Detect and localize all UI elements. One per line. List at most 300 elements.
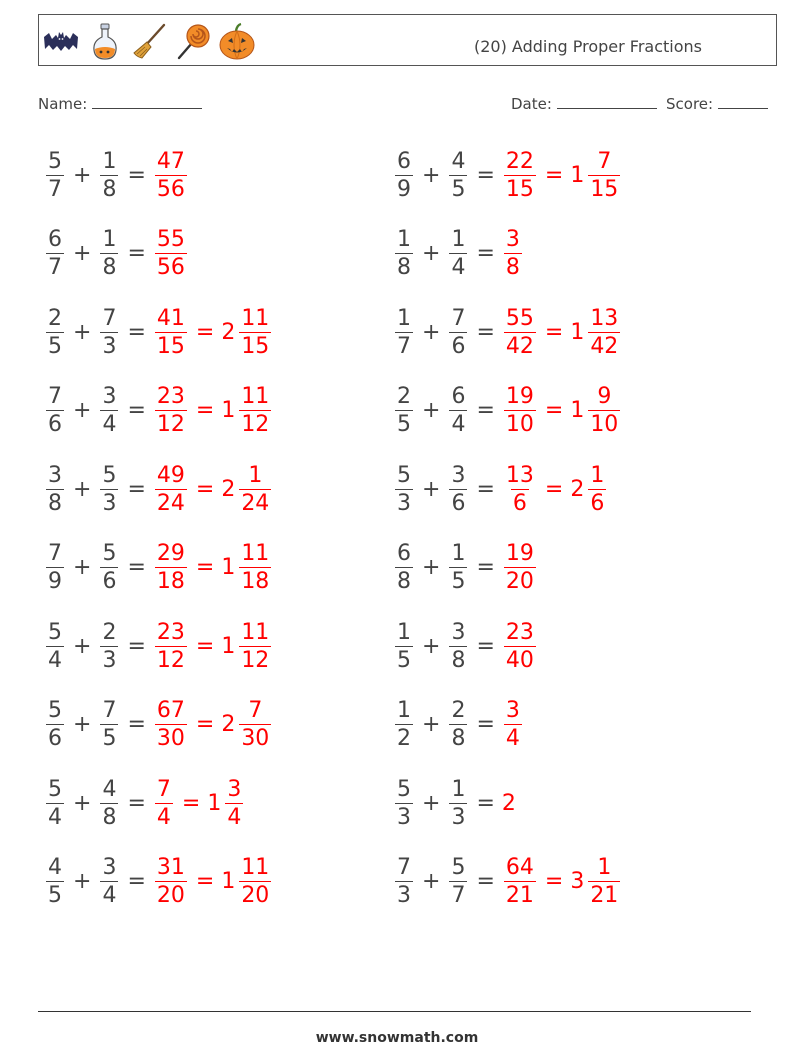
problem-row	[44, 771, 245, 835]
denominator: 8	[102, 255, 117, 280]
fraction	[449, 619, 467, 674]
score-label: Score:	[666, 95, 714, 113]
answer-fraction	[155, 305, 187, 360]
problem-row	[393, 850, 622, 914]
denominator: 30	[241, 726, 270, 751]
equals-sign: =	[127, 555, 146, 580]
answer	[502, 383, 622, 438]
answer-fraction	[588, 854, 620, 909]
answer	[153, 148, 189, 203]
denominator: 24	[241, 490, 270, 516]
equals-sign: =	[127, 162, 146, 188]
denominator: 8	[102, 176, 117, 202]
fraction	[449, 697, 467, 752]
denominator: 15	[241, 333, 270, 359]
equals-sign: =	[476, 319, 495, 345]
answer	[153, 776, 245, 831]
problem-row	[44, 614, 273, 678]
denominator: 18	[156, 569, 185, 594]
problem-row	[44, 379, 273, 443]
numerator: 4	[102, 776, 117, 802]
plus-sign: +	[422, 633, 441, 659]
fraction	[395, 148, 413, 203]
fraction	[449, 540, 467, 595]
problem-row	[393, 143, 622, 207]
problem-row	[393, 693, 524, 757]
denominator: 10	[590, 412, 619, 437]
mixed-whole-part: 1	[221, 633, 236, 659]
numerator: 1	[397, 305, 411, 331]
numerator: 3	[505, 698, 520, 723]
equals-sign: =	[544, 319, 564, 345]
answer-fraction	[155, 697, 187, 752]
fraction	[100, 462, 118, 517]
denominator: 56	[156, 255, 185, 280]
fraction	[100, 226, 118, 281]
name-blank[interactable]	[92, 93, 202, 109]
denominator: 40	[505, 647, 534, 673]
answer	[153, 697, 273, 752]
fraction	[395, 854, 413, 909]
denominator: 6	[590, 490, 605, 516]
numerator: 31	[156, 855, 185, 880]
denominator: 12	[241, 412, 270, 437]
plus-sign: +	[73, 398, 92, 423]
name-field	[38, 93, 202, 113]
denominator: 18	[241, 569, 270, 594]
mixed-whole-part: 2	[570, 476, 585, 502]
fraction	[46, 854, 64, 909]
answer-fraction	[588, 462, 606, 517]
problem-row	[44, 457, 273, 521]
numerator: 1	[590, 462, 605, 488]
fraction	[100, 854, 118, 909]
denominator: 3	[102, 490, 117, 516]
fraction	[395, 619, 413, 674]
plus-sign: +	[422, 555, 441, 580]
denominator: 8	[451, 647, 466, 673]
answer-fraction	[239, 854, 271, 909]
plus-sign: +	[73, 241, 92, 266]
denominator: 8	[505, 255, 520, 280]
equals-sign: =	[127, 790, 146, 816]
equals-sign: =	[127, 869, 146, 894]
denominator: 4	[48, 804, 62, 830]
numerator: 1	[451, 541, 466, 566]
fraction	[46, 462, 64, 517]
answer-fraction	[155, 540, 187, 595]
numerator: 1	[248, 462, 263, 488]
numerator: 3	[102, 855, 117, 880]
denominator: 12	[241, 647, 270, 673]
denominator: 2	[397, 726, 411, 751]
fraction	[100, 619, 118, 674]
fraction	[395, 776, 413, 831]
numerator: 5	[397, 462, 411, 488]
denominator: 8	[397, 569, 411, 594]
equals-sign: =	[127, 398, 146, 423]
equals-sign: =	[195, 319, 215, 345]
answer	[502, 854, 622, 909]
mixed-whole-part: 2	[221, 712, 236, 737]
answer-fraction	[504, 305, 536, 360]
mixed-whole-part: 2	[221, 476, 236, 502]
numerator: 5	[397, 776, 411, 802]
numerator: 6	[397, 148, 411, 174]
fraction	[449, 462, 467, 517]
denominator: 6	[512, 490, 527, 516]
numerator: 5	[48, 698, 62, 723]
problem-row	[393, 536, 538, 600]
numerator: 7	[48, 384, 62, 409]
denominator: 12	[156, 412, 185, 437]
denominator: 10	[505, 412, 534, 437]
answer	[153, 305, 273, 360]
fraction	[395, 383, 413, 438]
numerator: 3	[505, 227, 520, 252]
answer	[153, 619, 273, 674]
numerator: 1	[102, 227, 117, 252]
problem-row	[44, 850, 273, 914]
answer-fraction	[239, 540, 271, 595]
plus-sign: +	[422, 162, 441, 188]
answer-fraction	[155, 226, 187, 281]
denominator: 3	[102, 333, 117, 359]
date-blank[interactable]	[557, 93, 657, 109]
fraction	[100, 540, 118, 595]
equals-sign: =	[476, 241, 495, 266]
answer	[502, 540, 538, 595]
denominator: 20	[505, 569, 534, 594]
page-title: (20) Adding Proper Fractions	[474, 37, 702, 56]
numerator: 11	[241, 619, 270, 645]
plus-sign: +	[73, 162, 92, 188]
equals-sign: =	[127, 712, 146, 737]
denominator: 7	[48, 176, 62, 202]
denominator: 6	[102, 569, 117, 594]
numerator: 23	[156, 619, 185, 645]
fraction	[100, 148, 118, 203]
fraction	[46, 226, 64, 281]
equals-sign: =	[195, 398, 215, 423]
denominator: 8	[102, 804, 117, 830]
answer-fraction	[504, 383, 536, 438]
answer	[502, 226, 524, 281]
denominator: 4	[451, 255, 466, 280]
equals-sign: =	[195, 555, 215, 580]
answer-fraction	[239, 462, 271, 517]
numerator: 3	[102, 384, 117, 409]
mixed-whole-part: 1	[570, 319, 585, 345]
answer-fraction	[155, 462, 187, 517]
fraction	[46, 697, 64, 752]
denominator: 5	[48, 333, 62, 359]
answer-fraction	[239, 619, 271, 674]
problem-row	[44, 300, 273, 364]
answer-fraction	[588, 305, 620, 360]
fraction	[449, 776, 467, 831]
fraction	[449, 383, 467, 438]
lollipop-icon	[175, 21, 211, 61]
equals-sign: =	[544, 869, 564, 894]
denominator: 6	[451, 333, 466, 359]
denominator: 9	[397, 176, 411, 202]
denominator: 5	[397, 647, 411, 673]
numerator: 5	[102, 462, 117, 488]
problem-row	[44, 693, 273, 757]
bat-icon	[43, 21, 79, 61]
numerator: 55	[156, 227, 185, 252]
mixed-whole-part: 3	[570, 869, 585, 894]
fraction	[395, 226, 413, 281]
denominator: 21	[590, 883, 619, 908]
denominator: 30	[156, 726, 185, 751]
numerator: 6	[48, 227, 62, 252]
problem-row	[44, 536, 273, 600]
numerator: 3	[48, 462, 62, 488]
fraction	[100, 305, 118, 360]
score-blank[interactable]	[718, 93, 768, 109]
mixed-whole-part: 2	[221, 319, 236, 345]
numerator: 7	[102, 305, 117, 331]
numerator: 1	[397, 227, 411, 252]
answer-fraction	[504, 462, 536, 517]
denominator: 3	[451, 804, 466, 830]
denominator: 21	[505, 883, 534, 908]
problem-row	[393, 614, 538, 678]
plus-sign: +	[422, 869, 441, 894]
numerator: 49	[156, 462, 185, 488]
equals-sign: =	[544, 162, 564, 188]
problem-row	[393, 300, 622, 364]
numerator: 29	[156, 541, 185, 566]
numerator: 3	[227, 776, 242, 802]
plus-sign: +	[422, 476, 441, 502]
denominator: 12	[156, 647, 185, 673]
mixed-whole-part: 1	[221, 398, 236, 423]
denominator: 15	[156, 333, 185, 359]
equals-sign: =	[195, 712, 215, 737]
numerator: 7	[397, 855, 411, 880]
fraction	[395, 462, 413, 517]
answer	[153, 540, 273, 595]
fraction	[46, 383, 64, 438]
numerator: 6	[451, 384, 466, 409]
fraction	[100, 383, 118, 438]
numerator: 6	[397, 541, 411, 566]
numerator: 7	[248, 698, 263, 723]
numerator: 1	[397, 619, 411, 645]
answer-fraction	[504, 854, 536, 909]
denominator: 8	[397, 255, 411, 280]
footer-url: www.snowmath.com	[315, 1030, 479, 1046]
numerator: 1	[597, 855, 612, 880]
numerator: 67	[156, 698, 185, 723]
equals-sign: =	[127, 633, 146, 659]
problem-row	[44, 143, 189, 207]
answer-fraction	[504, 226, 522, 281]
denominator: 4	[505, 726, 520, 751]
numerator: 2	[451, 698, 466, 723]
answer	[502, 462, 608, 517]
plus-sign: +	[422, 790, 441, 816]
plus-sign: +	[73, 319, 92, 345]
plus-sign: +	[422, 319, 441, 345]
denominator: 6	[48, 726, 62, 751]
answer	[502, 791, 516, 816]
denominator: 15	[590, 176, 619, 202]
answer-fraction	[504, 619, 536, 674]
numerator: 2	[48, 305, 62, 331]
name-label: Name:	[38, 95, 88, 113]
denominator: 3	[397, 804, 411, 830]
denominator: 42	[505, 333, 534, 359]
mixed-whole-part: 1	[207, 790, 222, 816]
answer-fraction	[239, 383, 271, 438]
equals-sign: =	[476, 398, 495, 423]
numerator: 5	[48, 776, 62, 802]
answer-fraction	[504, 540, 536, 595]
plus-sign: +	[73, 555, 92, 580]
plus-sign: +	[422, 712, 441, 737]
potion-bottle-icon	[87, 21, 123, 61]
answer	[502, 619, 538, 674]
answer-fraction	[239, 305, 271, 360]
denominator: 56	[156, 176, 185, 202]
broom-icon	[131, 21, 167, 61]
numerator: 7	[102, 698, 117, 723]
equals-sign: =	[476, 476, 495, 502]
numerator: 64	[505, 855, 534, 880]
equals-sign: =	[476, 633, 495, 659]
numerator: 5	[102, 541, 117, 566]
answer	[153, 383, 273, 438]
denominator: 4	[102, 412, 117, 437]
numerator: 5	[48, 619, 62, 645]
equals-sign: =	[127, 476, 146, 502]
equals-sign: =	[127, 241, 146, 266]
numerator: 23	[505, 619, 534, 645]
denominator: 7	[451, 883, 466, 908]
numerator: 3	[451, 462, 466, 488]
numerator: 5	[48, 148, 62, 174]
numerator: 1	[102, 148, 117, 174]
equals-sign: =	[476, 712, 495, 737]
fraction	[46, 148, 64, 203]
answer-fraction	[155, 383, 187, 438]
plus-sign: +	[422, 398, 441, 423]
numerator: 13	[505, 462, 534, 488]
mixed-whole-part: 1	[570, 162, 585, 188]
denominator: 4	[102, 883, 117, 908]
fraction	[46, 776, 64, 831]
answer-fraction	[239, 697, 271, 752]
answer-fraction	[155, 619, 187, 674]
answer	[153, 854, 273, 909]
answer-fraction	[155, 148, 187, 203]
numerator: 2	[397, 384, 411, 409]
numerator: 9	[597, 384, 612, 409]
fraction	[449, 854, 467, 909]
denominator: 5	[451, 569, 466, 594]
denominator: 5	[451, 176, 466, 202]
equals-sign: =	[195, 869, 215, 894]
problem-row	[44, 222, 189, 286]
denominator: 5	[48, 883, 62, 908]
plus-sign: +	[73, 476, 92, 502]
plus-sign: +	[73, 633, 92, 659]
numerator: 7	[156, 776, 171, 802]
plus-sign: +	[73, 790, 92, 816]
denominator: 5	[397, 412, 411, 437]
denominator: 8	[48, 490, 62, 516]
fraction	[449, 148, 467, 203]
numerator: 19	[505, 541, 534, 566]
numerator: 7	[597, 148, 612, 174]
numerator: 11	[241, 305, 270, 331]
denominator: 6	[451, 490, 466, 516]
answer	[502, 148, 622, 203]
numerator: 7	[451, 305, 466, 331]
fraction	[449, 305, 467, 360]
numerator: 11	[241, 541, 270, 566]
mixed-whole-part: 1	[570, 398, 585, 423]
answer	[153, 462, 273, 517]
denominator: 7	[397, 333, 411, 359]
mixed-whole-part: 1	[221, 869, 236, 894]
equals-sign: =	[476, 555, 495, 580]
numerator: 1	[451, 776, 466, 802]
numerator: 13	[590, 305, 619, 331]
answer-whole-number: 2	[501, 790, 516, 816]
equals-sign: =	[127, 319, 146, 345]
answer-fraction	[155, 854, 187, 909]
problem-row	[393, 457, 608, 521]
denominator: 7	[48, 255, 62, 280]
numerator: 47	[156, 148, 185, 174]
fraction	[395, 305, 413, 360]
denominator: 20	[156, 883, 185, 908]
denominator: 3	[397, 490, 411, 516]
numerator: 55	[505, 305, 534, 331]
plus-sign: +	[422, 241, 441, 266]
fraction	[46, 305, 64, 360]
answer-fraction	[504, 697, 522, 752]
date-label: Date:	[511, 95, 552, 113]
numerator: 7	[48, 541, 62, 566]
problem-row	[393, 379, 622, 443]
fraction	[100, 697, 118, 752]
numerator: 22	[505, 148, 534, 174]
numerator: 11	[241, 855, 270, 880]
denominator: 4	[156, 804, 171, 830]
numerator: 4	[48, 855, 62, 880]
denominator: 24	[156, 490, 185, 516]
footer-divider	[38, 1011, 751, 1012]
fraction	[100, 776, 118, 831]
denominator: 3	[102, 647, 117, 673]
mixed-whole-part: 1	[221, 555, 236, 580]
fraction	[46, 540, 64, 595]
denominator: 8	[451, 726, 466, 751]
score-field	[666, 93, 768, 113]
denominator: 20	[241, 883, 270, 908]
numerator: 1	[397, 698, 411, 723]
answer	[502, 697, 524, 752]
answer-fraction	[225, 776, 243, 831]
fraction	[46, 619, 64, 674]
numerator: 5	[451, 855, 466, 880]
